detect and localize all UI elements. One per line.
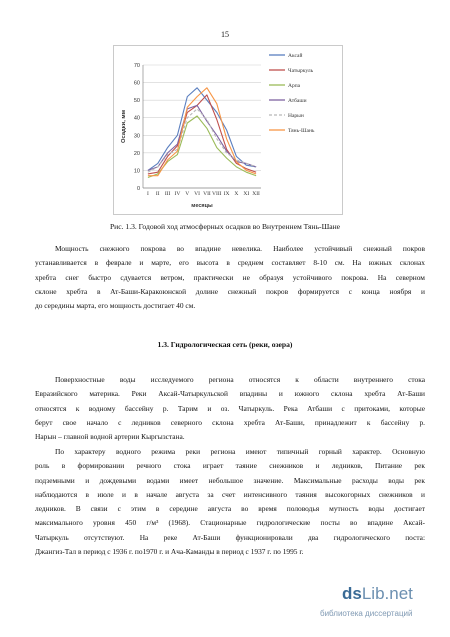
paragraph-line: Евразийского материка. Реки Аксай-Чатыркульской впадины и южного склона хребта Ат-Баши (35, 389, 425, 399)
y-tick-label: 60 (133, 80, 140, 87)
paragraph-line: устанавливается в феврале и марте, его высота в среднем составляет 8-10 см. На южных склонах (35, 258, 425, 268)
paragraph-line: Нарын – главной водной артерии Кыргызстана. (35, 432, 185, 442)
paragraph-surface-waters (35, 373, 425, 444)
paragraph-line: Поверхностные воды исследуемого региона относятся к области внутреннего стока (55, 375, 425, 384)
y-tick-label: 30 (133, 133, 140, 140)
paragraph-water-regime (35, 445, 425, 559)
y-tick-label: 40 (133, 115, 140, 122)
paragraph-line: Мощность снежного покрова во впадине невелика. Наиболее устойчивый снежный покров (55, 244, 425, 253)
watermark-logo: dsLib.net (342, 584, 413, 603)
y-tick-label: 70 (133, 63, 140, 69)
x-tick-label: IV (174, 191, 181, 197)
legend-label: Арпа (288, 83, 301, 89)
y-axis-label: Осадки, мм (121, 110, 127, 143)
watermark-subtitle: библиотека диссертаций (320, 609, 413, 618)
y-tick-label: 20 (133, 150, 140, 157)
paragraph-line: относятся к водному бассейну р. Тарим и оз. Чатыркуль. Река Атбаши с притоками, которые (35, 403, 425, 413)
x-tick-label: I (146, 191, 149, 197)
section-heading: 1.3. Гидрологическая сеть (реки, озера) (157, 340, 293, 349)
paragraph-line: подземными и дождевыми водами имеет небольшое значение. Максимальные расходы воды рек (35, 475, 425, 485)
legend-label: Аксай (288, 53, 303, 59)
figure-caption: Рис. 1.3. Годовой ход атмосферных осадков во Внутреннем Тянь-Шане (109, 222, 341, 231)
dslib-watermark (318, 582, 448, 632)
legend-label: Атбаши (288, 98, 307, 104)
paragraph-line: до середины марта, его мощность достигает 40 см. (35, 301, 196, 311)
paragraph-line: склоне хребта в Ат-Баши-Каракоюнской долине снежный покров формируется с конца ноября и (35, 286, 425, 296)
legend-label: Нарын (288, 113, 304, 119)
x-tick-label: XII (252, 191, 260, 197)
y-tick-label: 50 (133, 98, 140, 105)
x-tick-label: VII (203, 191, 211, 197)
x-tick-label: VIII (212, 191, 222, 197)
x-tick-label: II (155, 191, 160, 197)
y-tick-label: 0 (136, 186, 140, 192)
y-tick-label: 10 (133, 168, 140, 175)
paragraph-line: роль в формировании речного стока играет таяние снежников и ледников, Питание рек (35, 461, 425, 471)
legend-label: Тянь-Шань (288, 128, 315, 134)
precipitation-chart (113, 45, 343, 215)
x-tick-label: X (234, 191, 239, 197)
x-tick-label: XI (243, 191, 250, 197)
chart-svg (113, 45, 343, 215)
paragraph-line: Чатыркуль отсутствуют. На реке Ат-Баши функционировали два гидрологического поста: (35, 532, 425, 542)
paragraph-line: берут свое начало с ледников северного склона хребта Ат-Баши, принадлежит к бассейну р. (35, 417, 425, 427)
x-tick-label: VI (194, 191, 200, 197)
paragraph-line: Джангиз-Тал в период с 1936 г. по1970 г. и Ача-Каманды в период с 1937 г. по 1995 г. (35, 547, 304, 557)
x-tick-label: III (164, 191, 171, 197)
paragraph-line: наблюдаются в июле и в начале августа за счет интенсивного таяния высокогорных снежников и (35, 489, 425, 499)
legend-label: Чатыркуль (288, 68, 314, 74)
x-tick-label: IX (223, 191, 230, 197)
paragraph-line: хребта снег быстро сдувается ветром, практически не образуя устойчивого покрова. На северном (35, 272, 425, 282)
x-tick-label: V (185, 191, 190, 197)
paragraph-line: максимального уровня 450 г/м³ (1968). Стационарные гидрологические посты во впадине Аксай- (35, 518, 425, 528)
paragraph-line: ледников. В связи с этим в середине августа во время половодья мутность воды достигает (35, 504, 425, 514)
paragraph-line: По характеру водного режима реки региона имеют типичный горный характер. Основную (55, 447, 425, 456)
page-number: 15 (221, 30, 229, 39)
paragraph-snow-cover (35, 242, 425, 313)
x-axis-label: месяцы (191, 203, 213, 209)
